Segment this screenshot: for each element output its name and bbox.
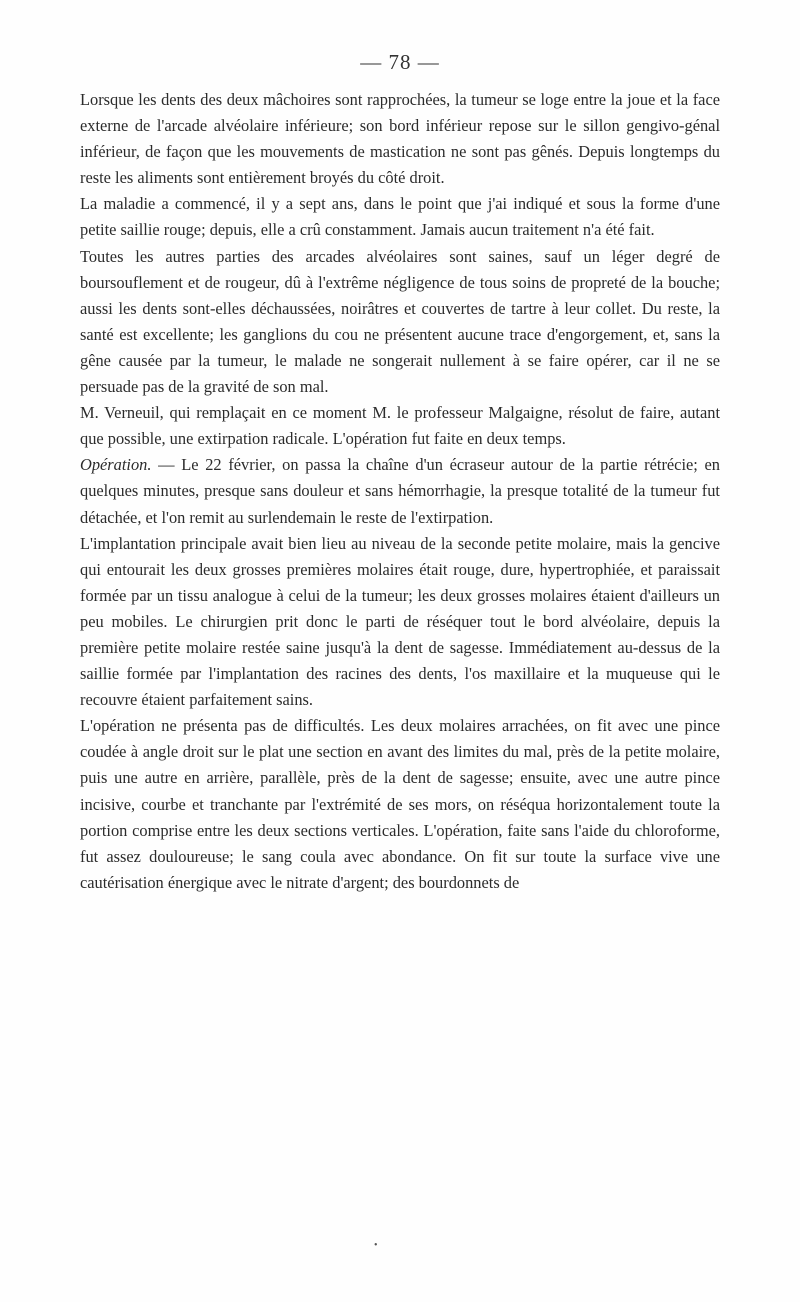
text-body [80,87,720,896]
paragraph-text: Toutes les autres parties des arcades alvéolaires sont saines, sauf un léger degré de boursouflement et de rougeur, dû à l'extrême négligence de tous soins de propreté de la bouche; aussi les dents sont-elles déchaussées, noirâtres et couvertes de tartre à leur collet. Du reste, la santé est excellente; les ganglions du cou ne présentent aucune trace d'engorgement, et, sans la gêne causée par la tumeur, le malade ne songerait nullement à se faire opérer, car il ne se persuade pas de la gravité de son mal. [80,246,720,397]
paragraph [80,400,720,452]
paragraph-operation [80,452,720,530]
paragraph-text: — Le 22 février, on passa la chaîne d'un écraseur autour de la partie rétrécie; en quelques minutes, presque sans douleur et sans hémorrhagie, la presque totalité de la tumeur fut détachée, et l'on remit au surlendemain le reste de l'extirpation. [80,455,720,527]
paragraph-text: La maladie a commencé, il y a sept ans, dans le point que j'ai indiqué et sous la forme d'une petite saillie rouge; depuis, elle a crû constamment. Jamais aucun traitement n'a été fait. [80,194,720,240]
paragraph-text: Lorsque les dents des deux mâchoires sont rapprochées, la tumeur se loge entre la joue et la face externe de l'arcade alvéolaire inférieure; son bord inférieur repose sur le sillon gengivo-génal inférieur, de façon que les mouvements de mastication ne sont pas gênés. Depuis longtemps du reste les aliments sont entièrement broyés du côté droit. [80,90,720,188]
paragraph [80,191,720,243]
paragraph-text: L'opération ne présenta pas de difficultés. Les deux molaires arrachées, on fit avec une pince coudée à angle droit sur le plat une section en avant des limites du mal, près de la petite molaire, puis une autre en arrière, parallèle, près de la dent de sagesse; ensuite, avec une autre pince incisive, courbe et tranchante par l'extrémité de ses mors, on réséqua horizontalement toute la portion comprise entre les deux sections verticales. L'opération, faite sans l'aide du chloroforme, fut assez douloureuse; le sang coula avec abondance. On fit sur toute la surface vive une cautérisation énergique avec le nitrate d'argent; des bourdonnets de [80,716,720,892]
page-number: — 78 — [360,50,440,74]
paragraph [80,713,720,896]
paragraph [80,531,720,714]
paragraph [80,87,720,191]
paragraph-lead-italic: Opération. [80,455,152,475]
paragraph-text: M. Verneuil, qui remplaçait en ce moment M. le professeur Malgaigne, résolut de faire, autant que possible, une extirpation radicale. L'opération fut faite en deux temps. [80,403,720,449]
stray-mark: • [374,1240,378,1251]
paragraph [80,244,720,401]
paragraph-text: L'implantation principale avait bien lieu au niveau de la seconde petite molaire, mais la gencive qui entourait les deux grosses premières molaires était rouge, dure, hypertrophiée, et paraissait formée par un tissu analogue à celui de la tumeur; les deux grosses molaires étaient d'ailleurs un peu mobiles. Le chirurgien prit donc le parti de réséquer tout le bord alvéolaire, depuis la première petite molaire restée saine jusqu'à la dent de sagesse. Immédiatement au-dessus de la saillie formée par l'implantation des racines des dents, l'os maxillaire et la muqueuse qui le recouvre étaient parfaitement sains. [80,533,720,710]
